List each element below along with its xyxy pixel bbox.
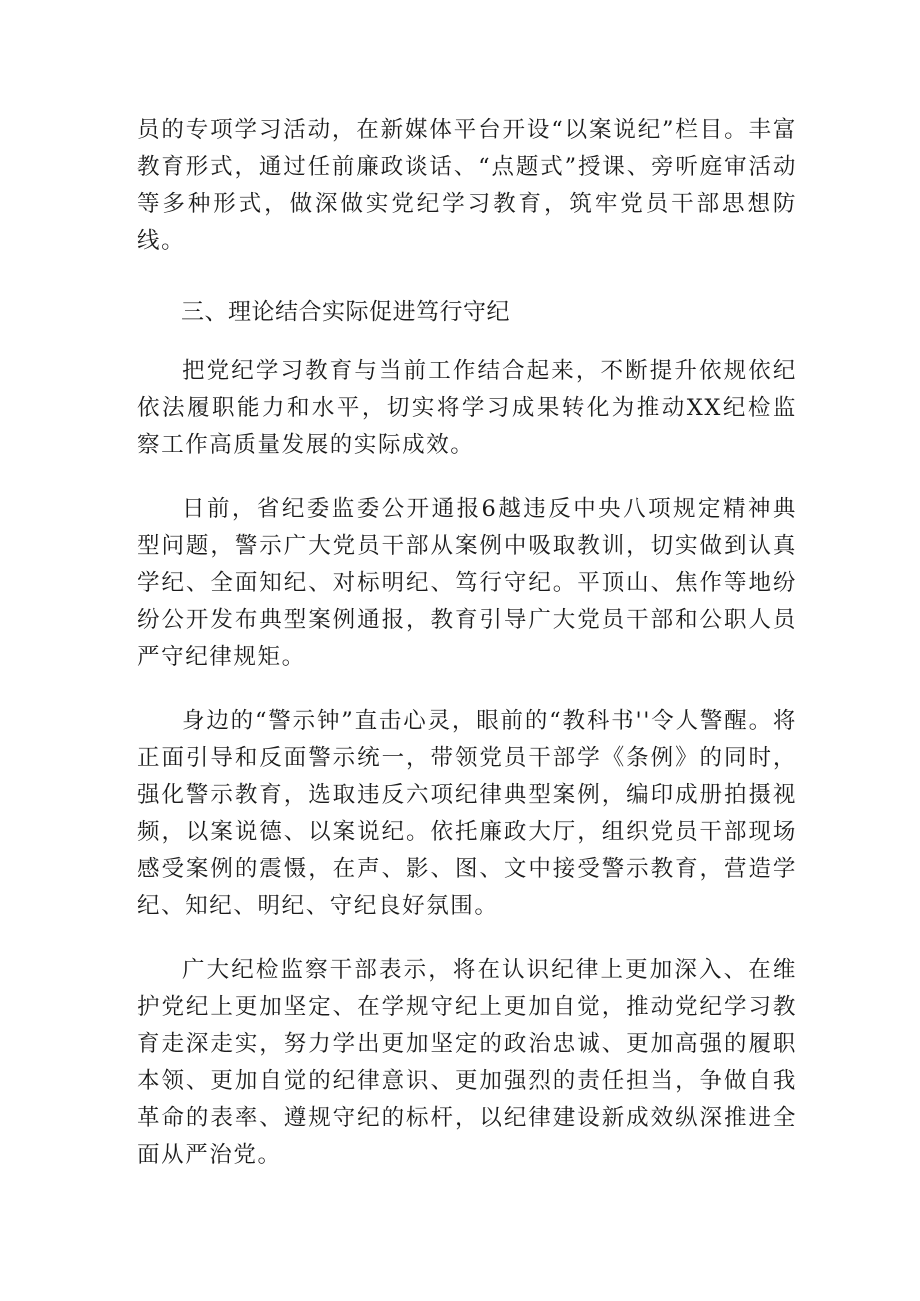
paragraph-notice: 日前，省纪委监委公开通报6越违反中央八项规定精神典型问题，警示广大党员干部从案例中吸取教训，切实做到认真学纪、全面知纪、对标明纪、笃行守纪。平顶山、焦作等地纷纷公开发布典型案例通报，教育引导广大党员干部和公职人员严守纪律规矩。 <box>137 496 797 670</box>
paragraph-warning: 身边的“警示钟”直击心灵，眼前的“教科书''令人警醒。将正面引导和反面警示统一，带领党员干部学《条例》的同时，强化警示教育，选取违反六项纪律典型案例，编印成册拍摄视频，以案说德、以案说纪。依托廉政大厅，组织党员干部现场感受案例的震慑，在声、影、图、文中接受警示教育，营造学纪、知纪、明纪、守纪良好氛围。 <box>137 708 797 919</box>
paragraph-continuation: 员的专项学习活动，在新媒体平台开设“以案说纪”栏目。丰富教育形式，通过任前廉政谈话、“点题式”授课、旁听庭审活动等多种形式，做深做实党纪学习教育，筑牢党员干部思想防线。 <box>137 117 797 254</box>
paragraph-intro: 把党纪学习教育与当前工作结合起来，不断提升依规依纪依法履职能力和水平，切实将学习成果转化为推动XX纪检监察工作高质量发展的实际成效。 <box>137 358 797 458</box>
paragraph-conclusion: 广大纪检监察干部表示，将在认识纪律上更加深入、在维护党纪上更加坚定、在学规守纪上更加自觉，推动党纪学习教育走深走实，努力学出更加坚定的政治忠诚、更加高强的履职本领、更加自觉的纪律意识、更加强烈的责任担当，争做自我革命的表率、遵规守纪的标杆，以纪律建设新成效纵深推进全面从严治党。 <box>137 957 797 1168</box>
document-body <box>137 112 797 1174</box>
section-heading: 三、理论结合实际促进笃行守纪 <box>181 299 510 325</box>
